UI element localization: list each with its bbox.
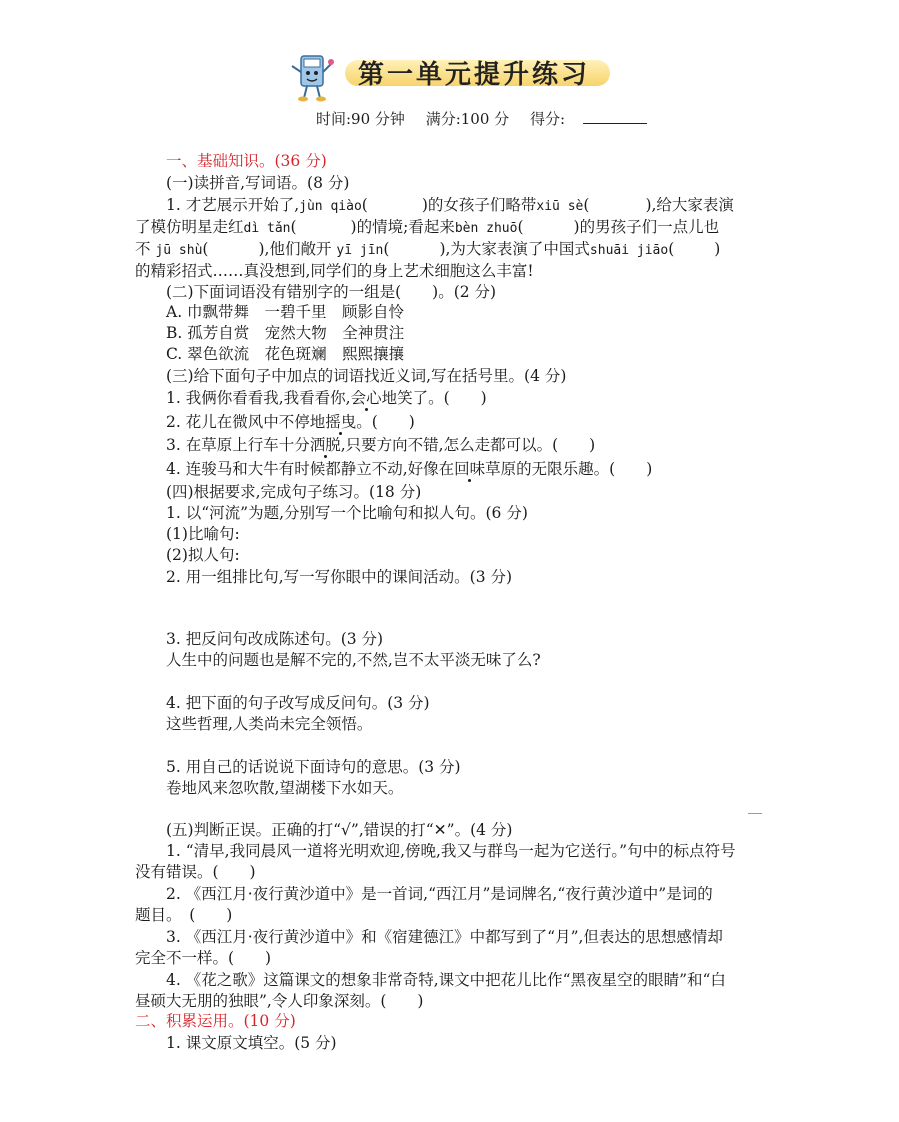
q4-item-3-sentence: 人生中的问题也是解不完的,不然,岂不太平淡无味了么?	[166, 651, 541, 669]
pinyin: shuāi jiāo	[589, 243, 669, 258]
q1-line-2: 了模仿明星走红dì tǎn( )的情境;看起来bèn zhuō( )的男孩子们一点儿也	[135, 218, 720, 236]
q4-item-4: 4. 把下面的句子改写成反问句。(3 分)	[166, 694, 430, 712]
dotted-word: 摇曳	[325, 413, 357, 431]
q2-title: (二)下面词语没有错别字的一组是( )。(2 分)	[166, 283, 497, 301]
pinyin: jū shù	[155, 243, 203, 258]
q3-item-1: 1. 我俩你看看我,我看看你,会心地笑了。( )	[166, 389, 487, 407]
q4-title: (四)根据要求,完成句子练习。(18 分)	[166, 483, 422, 501]
time-limit: 时间:90 分钟	[316, 110, 405, 128]
q5-item-2-line-2: 题目。 ( )	[135, 906, 233, 924]
section-1-title: 一、基础知识。(36 分)	[166, 152, 327, 170]
full-score: 满分:100 分	[425, 110, 510, 128]
q1-title: (一)读拼音,写词语。(8 分)	[166, 174, 350, 192]
q1-line-1: 1. 才艺展示开始了,jùn qiào( )的女孩子们略带xiū sè( ),给大家表演	[166, 196, 734, 214]
page-title: 第一单元提升练习	[358, 60, 591, 90]
simile-prompt: (1)比喻句:	[166, 525, 240, 543]
q5-item-4-line-2: 昼硕大无朋的独眼”,令人印象深刻。( )	[135, 992, 424, 1010]
q4-item-4-sentence: 这些哲理,人类尚未完全领悟。	[166, 715, 373, 733]
q3-item-4: 4. 连骏马和大牛有时候都静立不动,好像在回味草原的无限乐趣。( )	[166, 460, 653, 478]
book-mascot-icon	[287, 48, 335, 104]
q5-item-1-line-2: 没有错误。( )	[135, 863, 256, 881]
dotted-word: 洒脱	[309, 436, 341, 454]
pinyin: xiū sè	[536, 199, 584, 214]
q5-item-3-line-1: 3. 《西江月·夜行黄沙道中》和《宿建德江》中都写到了“月”,但表达的思想感情却	[166, 928, 723, 946]
q4-item-5: 5. 用自己的话说说下面诗句的意思。(3 分)	[166, 758, 461, 776]
pinyin: yī jīn	[336, 243, 384, 258]
dotted-word: 回味	[454, 460, 486, 478]
pinyin: bèn zhuō	[454, 221, 518, 236]
personification-prompt: (2)拟人句:	[166, 546, 240, 564]
exam-meta	[316, 108, 663, 129]
q5-title: (五)判断正误。正确的打“√”,错误的打“✕”。(4 分)	[166, 821, 513, 839]
q5-item-2-line-1: 2. 《西江月·夜行黄沙道中》是一首词,“西江月”是词牌名,“夜行黄沙道中”是词的	[166, 885, 713, 903]
page-header	[0, 40, 899, 104]
q2-option-b[interactable]: B. 孤芳自赏 宠然大物 全神贯注	[166, 324, 405, 342]
q3-item-2: 2. 花儿在微风中不停地摇曳。( )	[166, 413, 415, 431]
q5-item-3-line-2: 完全不一样。( )	[135, 949, 272, 967]
q5-item-1-line-1: 1. “清早,我同晨风一道将光明欢迎,傍晚,我又与群鸟一起为它送行。”句中的标点符号	[166, 842, 736, 860]
q1-line-3: 不 jū shù( ),他们敞开 yī jīn( ),为大家表演了中国式shuāi jiāo( )	[135, 240, 721, 258]
s2-q1-title: 1. 课文原文填空。(5 分)	[166, 1034, 337, 1052]
dotted-word: 会心	[350, 389, 382, 407]
score-blank[interactable]	[583, 123, 647, 124]
q3-item-3: 3. 在草原上行车十分洒脱,只要方向不错,怎么走都可以。( )	[166, 436, 596, 454]
q1-line-4: 的精彩招式……真没想到,同学们的身上艺术细胞这么丰富!	[135, 262, 534, 280]
q2-option-c[interactable]: C. 翠色欲流 花色斑斓 熙熙攘攘	[166, 345, 405, 363]
q4-item-3: 3. 把反问句改成陈述句。(3 分)	[166, 630, 384, 648]
decorative-dash	[748, 813, 762, 814]
pinyin: jùn qiào	[299, 199, 362, 214]
q3-title: (三)给下面句子中加点的词语找近义词,写在括号里。(4 分)	[166, 367, 567, 385]
q4-item-5-poem: 卷地风来忽吹散,望湖楼下水如天。	[166, 779, 404, 797]
q4-item-1: 1. 以“河流”为题,分别写一个比喻句和拟人句。(6 分)	[166, 504, 528, 522]
q2-option-a[interactable]: A. 巾飘带舞 一碧千里 顾影自怜	[166, 303, 405, 321]
q5-item-4-line-1: 4. 《花之歌》这篇课文的想象非常奇特,课文中把花儿比作“黑夜星空的眼睛”和“白	[166, 971, 726, 989]
score-label: 得分:	[529, 110, 565, 128]
pinyin: dì tǎn	[243, 221, 291, 236]
q4-item-2: 2. 用一组排比句,写一写你眼中的课间活动。(3 分)	[166, 568, 513, 586]
section-2-title: 二、积累运用。(10 分)	[135, 1012, 296, 1030]
